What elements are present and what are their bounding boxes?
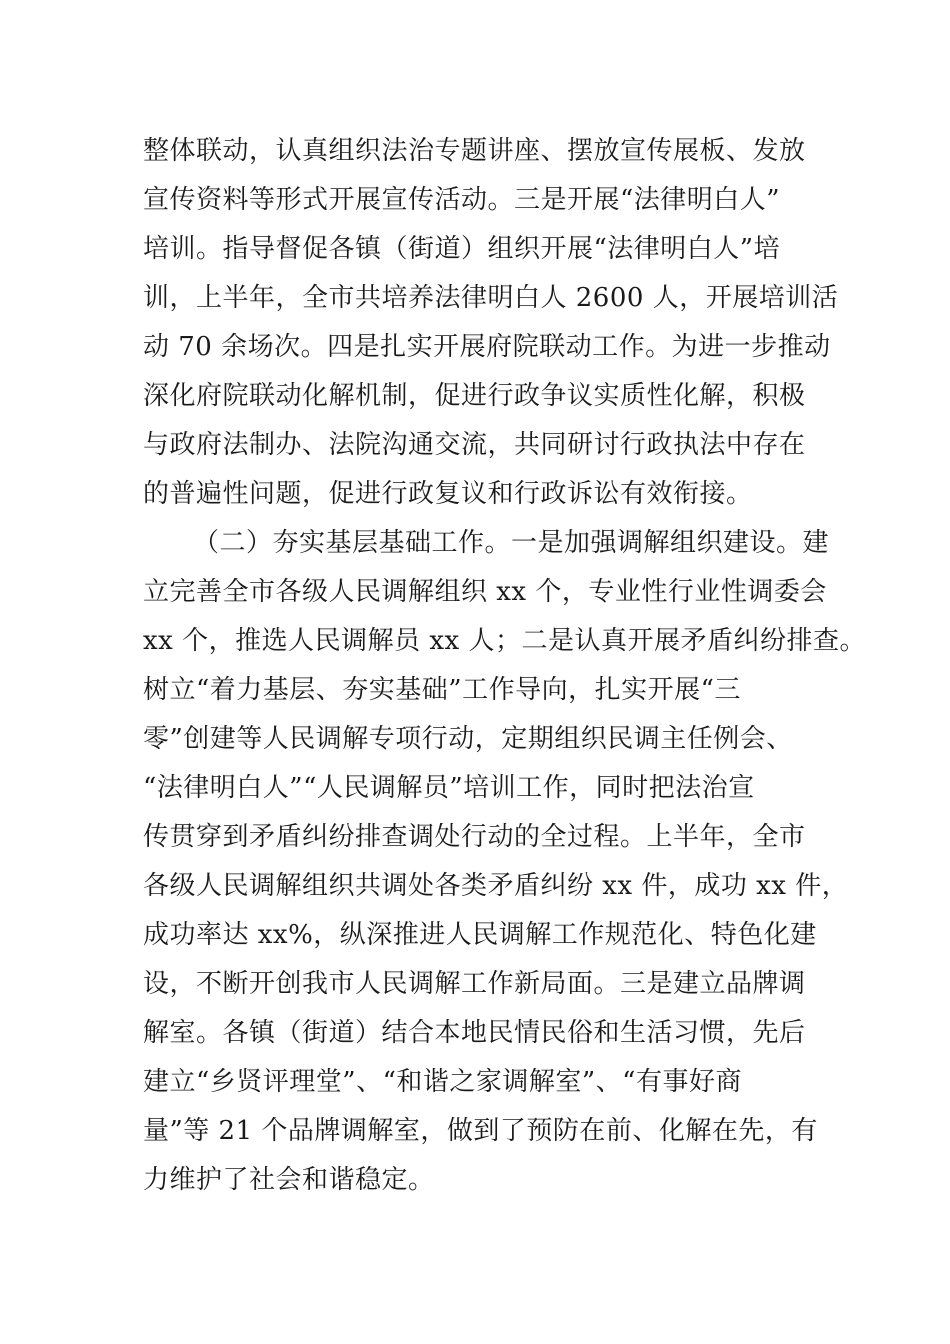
text-line: 与政府法制办、法院沟通交流，共同研讨行政执法中存在 bbox=[143, 430, 806, 460]
text-line: 零”创建等人民调解专项行动，定期组织民调主任例会、 bbox=[143, 724, 793, 754]
text-line: 整体联动，认真组织法治专题讲座、摆放宣传展板、发放 bbox=[143, 136, 806, 166]
text-line: 传贯穿到矛盾纠纷排查调处行动的全过程。上半年，全市 bbox=[143, 822, 806, 852]
text-line: 设，不断开创我市人民调解工作新局面。三是建立品牌调 bbox=[143, 969, 806, 999]
text-line: 力维护了社会和谐稳定。 bbox=[143, 1165, 435, 1195]
text-line: 深化府院联动化解机制，促进行政争议实质性化解，积极 bbox=[143, 381, 806, 411]
text-line: xx 个，推选人民调解员 xx 人；二是认真开展矛盾纠纷排查。 bbox=[143, 626, 866, 656]
text-line: 训，上半年，全市共培养法律明白人 2600 人，开展培训活 bbox=[143, 283, 839, 313]
section-heading-line: （二）夯实基层基础工作。一是加强调解组织建设。建 bbox=[193, 528, 830, 558]
text-line: “法律明白人”“人民调解员”培训工作，同时把法治宣 bbox=[143, 773, 755, 803]
text-line: 建立“乡贤评理堂”、“和谐之家调解室”、“有事好商 bbox=[143, 1067, 742, 1097]
text-line: 树立“着力基层、夯实基础”工作导向，扎实开展“三 bbox=[143, 675, 741, 705]
text-line: 解室。各镇（街道）结合本地民情民俗和生活习惯，先后 bbox=[143, 1018, 806, 1048]
text-line: 的普遍性问题，促进行政复议和行政诉讼有效衔接。 bbox=[143, 479, 753, 509]
text-line: 成功率达 xx%，纵深推进人民调解工作规范化、特色化建 bbox=[143, 920, 817, 950]
text-line: 宣传资料等形式开展宣传活动。三是开展“法律明白人” bbox=[143, 185, 781, 215]
text-line: 动 70 余场次。四是扎实开展府院联动工作。为进一步推动 bbox=[143, 332, 831, 362]
text-line: 各级人民调解组织共调处各类矛盾纠纷 xx 件，成功 xx 件， bbox=[143, 871, 849, 901]
text-line: 量”等 21 个品牌调解室，做到了预防在前、化解在先，有 bbox=[143, 1116, 818, 1146]
text-line: 培训。指导督促各镇（街道）组织开展“法律明白人”培 bbox=[143, 234, 781, 264]
text-line: 立完善全市各级人民调解组织 xx 个，专业性行业性调委会 bbox=[143, 577, 827, 607]
